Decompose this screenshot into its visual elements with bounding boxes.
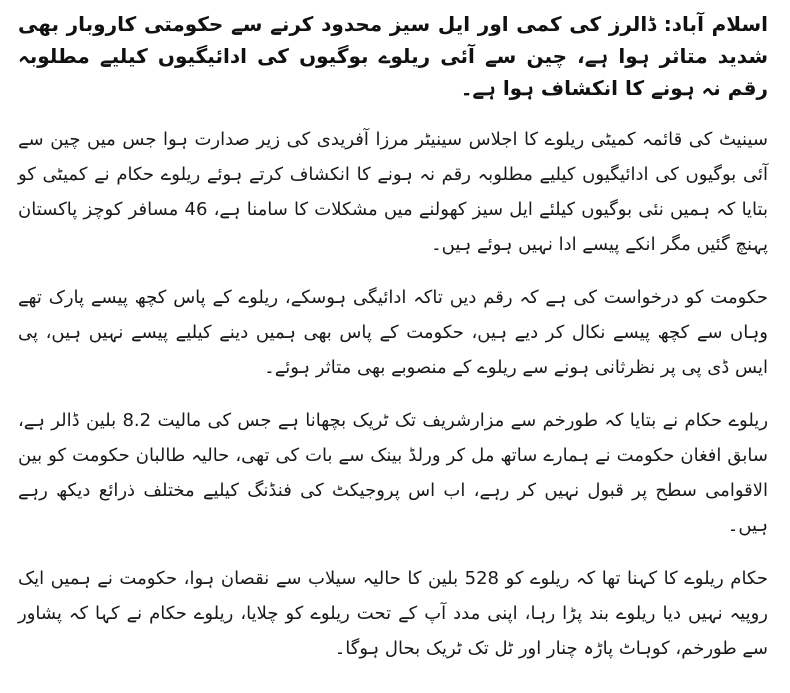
article-paragraph-4: حکام ریلوے کا کہنا تھا کہ ریلوے کو 528 بلین کا حالیہ سیلاب سے نقصان ہوا، حکومت نے ہمیں ایک روپیہ نہیں دیا ریلوے بند پڑا رہا، اپنی مدد آپ کے تحت ریلوے کو چلایا، ریلوے حکام نے کہا کہ پشاور سے طورخم، کوہاٹ پاڑہ چنار اور ٹل تک ٹریک بحال ہوگا۔ xyxy=(18,568,768,659)
article-paragraph-1: سینیٹ کی قائمہ کمیٹی ریلوے کا اجلاس سینیٹر مرزا آفریدی کی زیر صدارت ہوا جس میں چین سے آئی بوگیوں کی ادائیگیوں کیلیے مطلوبہ رقم نہ ہونے کا انکشاف کرتے ہوئے ریلوے حکام نے کمیٹی کو بتایا کہ ہمیں نئی بوگیوں کیلئے ایل سیز کھولنے میں مشکلات کا سامنا ہے، 46 مسافر کوچز پاکستان پہنچ گئیں مگر انکے پیسے ادا نہیں ہوئے ہیں۔ xyxy=(18,129,768,255)
article-paragraph-2: حکومت کو درخواست کی ہے کہ رقم دیں تاکہ ادائیگی ہوسکے، ریلوے کے پاس کچھ پیسے پارک تھے وہاں سے کچھ پیسے نکال کر دیے ہیں، حکومت کے پاس بھی ہمیں دینے کیلیے پیسے نہیں ہیں، پی ایس ڈی پی پر نظرثانی ہونے سے ریلوے کے منصوبے بھی متاثر ہوئے۔ xyxy=(18,287,768,378)
article-lede: اسلام آباد: ڈالرز کی کمی اور ایل سیز محدود کرنے سے حکومتی کاروبار بھی شدید متاثر ہوا ہے، چین سے آئی ریلوے بوگیوں کی ادائیگیوں کیلیے مطلوبہ رقم نہ ہونے کا انکشاف ہوا ہے۔ xyxy=(18,12,768,100)
article-paragraph-3: ریلوے حکام نے بتایا کہ طورخم سے مزارشریف تک ٹریک بچھانا ہے جس کی مالیت 8.2 بلین ڈالر ہے، سابق افغان حکومت نے ہمارے ساتھ مل کر ورلڈ بینک سے بات کی تھی، حالیہ طالبان حکومت کو بین الاقوامی سطح پر قبول نہیں کر رہے، اب اس پروجیکٹ کی فنڈنگ کیلیے مختلف ذرائع دیکھ رہے ہیں۔ xyxy=(18,410,769,536)
